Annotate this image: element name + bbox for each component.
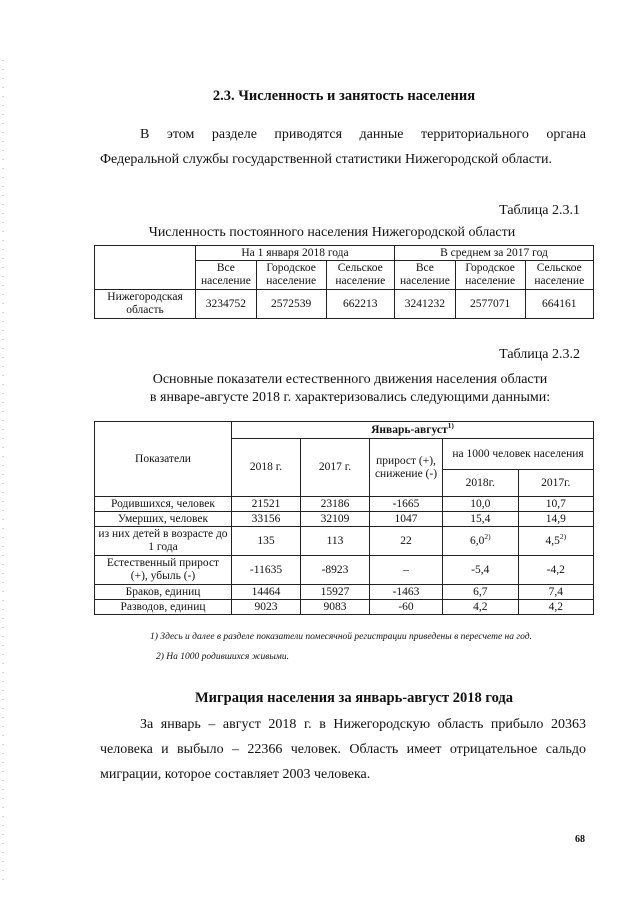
table2-col-2017-rate: 2017г. [518, 470, 594, 497]
table2-title [30, 371, 640, 407]
page-number: 68 [575, 834, 585, 845]
table-row [95, 556, 594, 585]
table2-title-line-2: в январе-августе 2018 г. характеризовались следующими данными: [149, 390, 551, 405]
table2-cell: 9083 [301, 600, 370, 615]
table1-group-avg2017: В среднем за 2017 год [394, 246, 593, 261]
table1-col-header: Городское население [256, 261, 326, 290]
table1-cell: 2577071 [455, 290, 525, 319]
table2-cell-value: 6,0 [469, 534, 485, 547]
table2-cell: 22 [370, 527, 443, 556]
table2-cell: 10,0 [443, 497, 519, 512]
migration-line-1: За январь – август 2018 г. в Нижегородскую область прибыло 20363 [140, 717, 586, 732]
table1-cell: 662213 [326, 290, 394, 319]
footnote-2: 2) На 1000 родившихся живыми. [156, 652, 289, 662]
section-title: 2.3. Численность и занятость населения [212, 88, 476, 104]
table2-cell: 7,4 [518, 585, 594, 600]
table-row [95, 290, 594, 319]
table-row [95, 512, 594, 527]
table2-col-2018-rate: 2018г. [443, 470, 519, 497]
table2-period: Январь-август [371, 423, 448, 436]
table2-cell: – [370, 556, 443, 585]
table2-cell: 9023 [232, 600, 301, 615]
table1-cell: 3234752 [196, 290, 257, 319]
migration-paragraph [100, 712, 586, 787]
table-row [95, 527, 594, 556]
table2-cell: 10,7 [518, 497, 594, 512]
table2-cell: -8923 [301, 556, 370, 585]
table1-corner [95, 246, 196, 290]
table2-cell: 32109 [301, 512, 370, 527]
table-row [95, 585, 594, 600]
table2-row-label: Родившихся, человек [95, 497, 232, 512]
table2-cell: 135 [232, 527, 301, 556]
table2-col-change: прирост (+), снижение (-) [370, 439, 443, 497]
table2-title-line-1: Основные показатели естественного движения населения области [152, 372, 548, 387]
table2-row-label: Браков, единиц [95, 585, 232, 600]
table2-cell: 33156 [232, 512, 301, 527]
table2-cell: 4,2 [443, 600, 519, 615]
table-row [95, 600, 594, 615]
table2-cell: 15927 [301, 585, 370, 600]
table2-cell: -11635 [232, 556, 301, 585]
table1-cell: 3241232 [394, 290, 455, 319]
table2-row-label: Умерших, человек [95, 512, 232, 527]
migration-title: Миграция населения за январь-август 2018 года [195, 690, 513, 706]
table2-cell [443, 527, 519, 556]
table1-col-header: Сельское население [326, 261, 394, 290]
footnote-mark: 1) [447, 420, 454, 430]
table2-cell: 4,2 [518, 600, 594, 615]
population-table [94, 245, 594, 319]
table2-cell: 1047 [370, 512, 443, 527]
table2-indicator-header: Показатели [95, 422, 232, 497]
table2-cell: 23186 [301, 497, 370, 512]
table2-cell: 14,9 [518, 512, 594, 527]
table2-cell: 15,4 [443, 512, 519, 527]
table2-cell [518, 527, 594, 556]
table1-col-header: Все население [196, 261, 257, 290]
table1-title: Численность постоянного населения Нижегородской области [148, 225, 516, 240]
table2-cell: -60 [370, 600, 443, 615]
table2-cell: 6,7 [443, 585, 519, 600]
intro-paragraph [100, 122, 586, 172]
table1-cell: 664161 [525, 290, 593, 319]
table1-col-header: Сельское население [525, 261, 593, 290]
natural-movement-table [94, 421, 594, 615]
table2-period-header [232, 422, 594, 439]
table2-cell: 14464 [232, 585, 301, 600]
intro-line-1: В этом разделе приводятся данные территориального органа [140, 127, 586, 142]
table2-row-label: Естественный прирост (+), убыль (-) [95, 556, 232, 585]
table2-col-per1000: на 1000 человек населения [443, 439, 594, 470]
intro-line-2: Федеральной службы государственной статистики Нижегородской области. [100, 152, 553, 167]
table1-cell: 2572539 [256, 290, 326, 319]
migration-line-2: человека и выбыло – 22366 человек. Область имеет отрицательное сальдо [100, 742, 586, 757]
table-row [95, 497, 594, 512]
scan-edge-marks [2, 60, 4, 880]
table2-cell: -1463 [370, 585, 443, 600]
table1-row-label: Нижегородская область [95, 290, 196, 319]
table2-cell: -5,4 [443, 556, 519, 585]
table1-group-jan2018: На 1 января 2018 года [196, 246, 395, 261]
table1-col-header: Городское население [455, 261, 525, 290]
table2-cell: 113 [301, 527, 370, 556]
table2-cell: -4,2 [518, 556, 594, 585]
table1-col-header: Все население [394, 261, 455, 290]
table2-cell: -1665 [370, 497, 443, 512]
table2-cell-value: 4,5 [545, 534, 560, 547]
table2-col-2017: 2017 г. [301, 439, 370, 497]
footnote-mark: 2) [559, 531, 567, 541]
footnote-1: 1) Здесь и далее в разделе показатели помесячной регистрации приведены в пересчете на год. [150, 632, 532, 642]
migration-line-3: миграции, которое составляет 2003 человека. [100, 767, 371, 782]
footnote-mark: 2) [484, 531, 491, 541]
table2-row-label: из них детей в возрасте до 1 года [95, 527, 232, 556]
table1-number: Таблица 2.3.1 [499, 203, 580, 218]
table2-col-2018: 2018 г. [232, 439, 301, 497]
table2-row-label: Разводов, единиц [95, 600, 232, 615]
table2-number: Таблица 2.3.2 [499, 347, 580, 362]
table2-cell: 21521 [232, 497, 301, 512]
